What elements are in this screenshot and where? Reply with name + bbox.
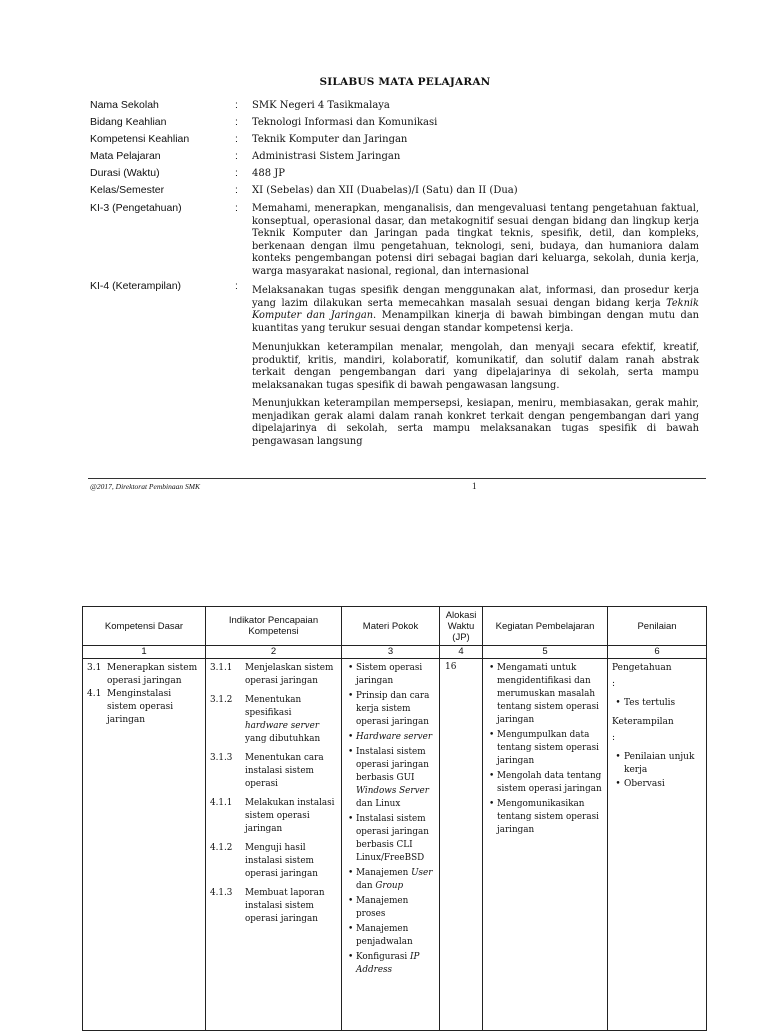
list-item — [210, 797, 341, 836]
indikator-text — [245, 694, 341, 746]
bullet: • — [348, 952, 354, 962]
penilaian-label-pengetahuan: Pengetahuan — [612, 663, 672, 673]
bullet: • — [489, 663, 495, 673]
materi-text-part: Manajemen — [356, 868, 412, 878]
list-item — [489, 798, 607, 837]
bullet: • — [348, 747, 354, 757]
header-penilaian: Penilaian — [608, 607, 707, 646]
materi-text-part: Instalasi sistem operasi jaringan berbasis GUI — [356, 747, 429, 783]
bullet: • — [615, 779, 621, 789]
kegiatan-text: Mengamati untuk mengidentifikasi dan merumuskan masalah tentang sistem operasi jaringan — [497, 663, 599, 725]
list-item — [348, 895, 439, 921]
ki4-p1-text-after: . Menampilkan kinerja di bawah bimbingan dengan mutu dan kuantitas yang terukur sesuai dengan standar kompetensi kerja. — [252, 310, 699, 334]
meta-value: Teknologi Informasi dan Komunikasi — [252, 117, 438, 128]
indikator-code: 3.1.2 — [210, 695, 233, 705]
materi-text-part: dan — [356, 881, 376, 891]
meta-label: Bidang Keahlian — [90, 116, 167, 128]
penilaian-item: Tes tertulis — [624, 698, 676, 708]
header-materi-pokok: Materi Pokok — [342, 607, 440, 646]
materi-text-part: dan Linux — [356, 799, 401, 809]
list-item — [612, 778, 706, 791]
cell-kompetensi-dasar — [83, 659, 206, 1031]
kegiatan-text: Mengumpulkan data tentang sistem operasi jaringan — [497, 730, 599, 766]
list-item — [210, 662, 341, 688]
indikator-text: Menguji hasil instalasi sistem operasi jaringan — [245, 843, 318, 879]
indikator-italic: hardware server — [245, 721, 320, 731]
column-number: 4 — [440, 646, 483, 659]
table-row — [83, 659, 707, 1031]
kd-code: 4.1 — [87, 689, 102, 699]
meta-label: KI-4 (Keterampilan) — [90, 280, 182, 292]
bullet: • — [615, 752, 621, 762]
list-item — [612, 697, 706, 710]
list-item — [87, 662, 205, 688]
penilaian-item: Penilaian unjuk kerja — [624, 752, 695, 775]
cell-indikator — [206, 659, 342, 1031]
header-indikator: Indikator Pencapaian Kompetensi — [206, 607, 342, 646]
column-number: 1 — [83, 646, 206, 659]
footer-copyright: @2017, Direktorat Pembinaan SMK — [90, 482, 200, 491]
cell-kegiatan — [483, 659, 608, 1031]
indikator-code: 4.1.3 — [210, 888, 233, 898]
header-kompetensi-dasar: Kompetensi Dasar — [83, 607, 206, 646]
meta-colon: : — [235, 167, 238, 179]
column-number: 2 — [206, 646, 342, 659]
list-item — [210, 887, 341, 926]
indikator-code: 4.1.1 — [210, 798, 233, 808]
meta-value: Teknik Komputer dan Jaringan — [252, 134, 408, 145]
materi-text-part: Konfigurasi — [356, 952, 411, 962]
list-item — [210, 752, 341, 791]
list-item — [348, 923, 439, 949]
meta-label: Durasi (Waktu) — [90, 167, 160, 179]
meta-label: Mata Pelajaran — [90, 150, 161, 162]
header-kegiatan: Kegiatan Pembelajaran — [483, 607, 608, 646]
indikator-text: Melakukan instalasi sistem operasi jaringan — [245, 798, 335, 834]
bullet: • — [348, 814, 354, 824]
bullet: • — [489, 771, 495, 781]
list-item — [489, 662, 607, 727]
materi-italic: User — [411, 868, 433, 878]
meta-label: KI-3 (Pengetahuan) — [90, 202, 182, 214]
materi-text — [356, 951, 439, 977]
footer-page-number: 1 — [472, 481, 477, 491]
meta-label: Kelas/Semester — [90, 184, 165, 196]
materi-text — [356, 746, 439, 811]
column-number: 3 — [342, 646, 440, 659]
cell-penilaian — [608, 659, 707, 1031]
meta-value: SMK Negeri 4 Tasikmalaya — [252, 100, 390, 111]
column-number-row — [83, 646, 707, 659]
bullet: • — [348, 896, 354, 906]
indikator-code: 4.1.2 — [210, 843, 233, 853]
list-item — [210, 694, 341, 746]
list-item — [87, 688, 205, 727]
indikator-text-part: yang dibutuhkan — [245, 734, 321, 744]
penilaian-colon: : — [612, 733, 616, 743]
materi-italic: IP Address — [356, 952, 420, 975]
list-item — [210, 842, 341, 881]
ki4-paragraph-1 — [252, 285, 699, 335]
meta-value: Administrasi Sistem Jaringan — [252, 151, 401, 162]
penilaian-label-keterampilan: Keterampilan — [612, 717, 674, 727]
penilaian-colon: : — [612, 679, 616, 689]
meta-value: 488 JP — [252, 168, 286, 179]
list-item — [348, 731, 439, 744]
table-header-row — [83, 607, 707, 646]
materi-text: Instalasi sistem operasi jaringan berbasis CLI Linux/FreeBSD — [356, 814, 429, 863]
meta-colon: : — [235, 116, 238, 128]
meta-label: Nama Sekolah — [90, 99, 159, 111]
indikator-text: Menjelaskan sistem operasi jaringan — [245, 663, 334, 686]
indikator-text: Menentukan cara instalasi sistem operasi — [245, 753, 324, 789]
kd-code: 3.1 — [87, 663, 102, 673]
meta-colon: : — [235, 99, 238, 111]
list-item — [348, 951, 439, 977]
list-item — [489, 770, 607, 796]
cell-materi-pokok — [342, 659, 440, 1031]
list-item — [348, 813, 439, 865]
materi-text: Manajemen proses — [356, 896, 409, 919]
ki4-p1-text: Melaksanakan tugas spesifik dengan menggunakan alat, informasi, dan prosedur kerja yang lazim dilakukan serta memecahkan masalah sesuai dengan bidang kerja — [252, 285, 699, 309]
penilaian-item: Obervasi — [624, 779, 665, 789]
list-item — [489, 729, 607, 768]
column-number: 5 — [483, 646, 608, 659]
meta-colon: : — [235, 184, 238, 196]
footer-rule — [88, 478, 706, 479]
bullet: • — [348, 691, 354, 701]
column-number: 6 — [608, 646, 707, 659]
kegiatan-text: Mengomunikasikan tentang sistem operasi jaringan — [497, 799, 599, 835]
bullet: • — [615, 698, 621, 708]
bullet: • — [489, 799, 495, 809]
materi-text — [356, 867, 439, 893]
materi-text: Prinsip dan cara kerja sistem operasi jaringan — [356, 691, 430, 727]
document-title: SILABUS MATA PELAJARAN — [319, 76, 491, 88]
list-item — [348, 746, 439, 811]
materi-text: Hardware server — [356, 732, 433, 742]
syllabus-table — [82, 606, 707, 1031]
bullet: • — [348, 732, 354, 742]
kd-text: Menerapkan sistem operasi jaringan — [107, 663, 198, 686]
bullet: • — [489, 730, 495, 740]
materi-italic: Group — [375, 881, 404, 891]
materi-italic: Windows Server — [356, 786, 429, 796]
bullet: • — [348, 868, 354, 878]
list-item — [348, 690, 439, 729]
kd-text: Menginstalasi sistem operasi jaringan — [107, 689, 174, 725]
list-item — [612, 751, 706, 777]
meta-colon: : — [235, 133, 238, 145]
meta-colon: : — [235, 280, 238, 292]
meta-label: Kompetensi Keahlian — [90, 133, 190, 145]
ki3-text: Memahami, menerapkan, menganalisis, dan mengevaluasi tentang pengetahuan faktual, konseptual, operasional dasar, dan metakognitif sesuai dengan bidang dan lingkup kerja Teknik Komputer dan Jaringan pada tingkat teknis, spesifik, detil, dan kompleks, berkenaan dengan ilmu pengetahuan, teknologi, seni, budaya, dan humaniora dalam konteks pengembangan potensi diri sebagai bagian dari keluarga, sekolah, dunia kerja, warga masyarakat nasional, regional, dan internasional — [252, 203, 699, 277]
bullet: • — [348, 924, 354, 934]
indikator-code: 3.1.1 — [210, 663, 233, 673]
kegiatan-text: Mengolah data tentang sistem operasi jaringan — [497, 771, 602, 794]
indikator-text-part: Menentukan spesifikasi — [245, 695, 302, 718]
ki4-paragraph-2: Menunjukkan keterampilan menalar, mengolah, dan menyaji secara efektif, kreatif, produktif, kritis, mandiri, kolaboratif, komunikatif, dan solutif dalam ranah abstrak terkait dengan pengembangan dari yang dipelajarinya di sekolah, serta mampu melaksanakan tugas spesifik di bawah pengawasan langsung. — [252, 342, 699, 391]
indikator-code: 3.1.3 — [210, 753, 233, 763]
ki4-paragraph-3: Menunjukkan keterampilan mempersepsi, kesiapan, meniru, membiasakan, gerak mahir, menjadikan gerak alami dalam ranah konkret terkait dengan pengembangan dari yang dipelajarinya di sekolah, serta mampu melaksanakan tugas spesifik di bawah pengawasan langsung — [252, 398, 699, 447]
cell-alokasi-waktu: 16 — [440, 659, 483, 1031]
meta-colon: : — [235, 202, 238, 214]
header-alokasi-waktu: Alokasi Waktu (JP) — [440, 607, 483, 646]
materi-text: Manajemen penjadwalan — [356, 924, 413, 947]
meta-value: XI (Sebelas) dan XII (Duabelas)/I (Satu) dan II (Dua) — [252, 185, 518, 196]
meta-colon: : — [235, 150, 238, 162]
ki4-p1-italic: Teknik Komputer dan Jaringan — [252, 297, 699, 322]
bullet: • — [348, 663, 354, 673]
list-item — [348, 662, 439, 688]
materi-text: Sistem operasi jaringan — [356, 663, 423, 686]
indikator-text: Membuat laporan instalasi sistem operasi jaringan — [245, 888, 325, 924]
list-item — [348, 867, 439, 893]
